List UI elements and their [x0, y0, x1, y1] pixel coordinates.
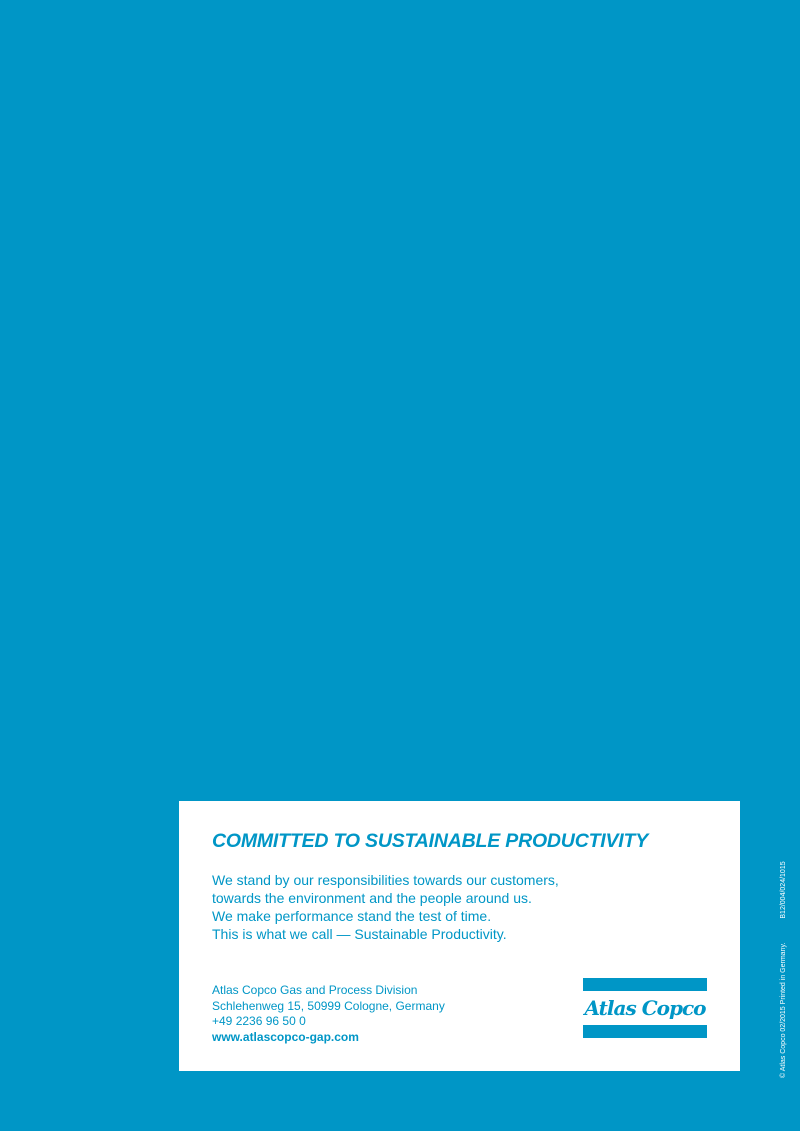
mission-statement	[212, 871, 559, 943]
mission-line: We stand by our responsibilities towards our customers,	[212, 872, 559, 888]
address: Schlehenweg 15, 50999 Cologne, Germany	[212, 998, 445, 1013]
svg-text:Atlas Copco: Atlas Copco	[584, 996, 706, 1020]
mission-line: towards the environment and the people around us.	[212, 890, 532, 906]
division-name: Atlas Copco Gas and Process Division	[212, 983, 418, 997]
atlas-copco-logo	[583, 978, 707, 1038]
mission-line: This is what we call — Sustainable Productivity.	[212, 926, 507, 942]
phone-number: +49 2236 96 50 0	[212, 1014, 306, 1028]
document-code: B12/004/024/1015	[780, 861, 787, 919]
copyright-text: © Atlas Copco 02/2015 Printed in Germany.	[780, 942, 787, 1078]
print-info	[780, 837, 787, 1078]
website-link[interactable]: www.atlascopco-gap.com	[212, 1029, 359, 1044]
mission-line: We make performance stand the test of time.	[212, 908, 492, 924]
info-panel	[179, 801, 740, 1071]
headline: COMMITTED TO SUSTAINABLE PRODUCTIVITY	[212, 830, 649, 852]
contact-block	[212, 983, 445, 1045]
